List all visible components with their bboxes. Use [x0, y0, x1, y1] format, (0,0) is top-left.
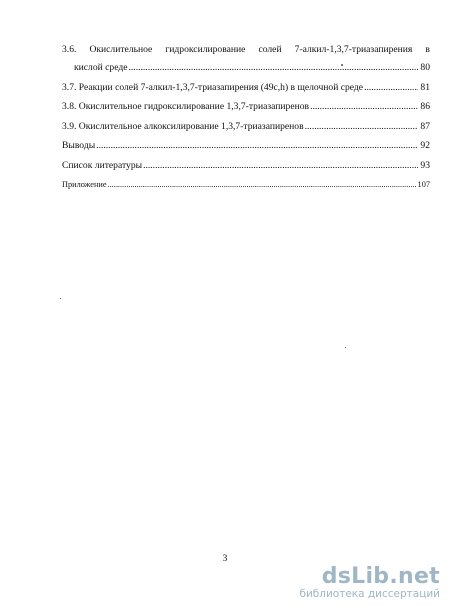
scan-speck: [341, 64, 343, 66]
toc-word: солей: [258, 44, 282, 55]
toc-page-number: 93: [420, 159, 430, 171]
toc-word: 3.6.: [62, 44, 77, 55]
toc-leader-dots: [364, 82, 418, 94]
toc-word: Окислительное: [89, 44, 153, 55]
toc-entry-title: Выводы: [62, 140, 96, 151]
toc-entry-line: [62, 140, 430, 152]
toc-leader-dots: [129, 62, 419, 74]
toc-entry-title: 3.9. Окислительное алкоксилирование 1,3,7-триазапиренов: [62, 120, 304, 132]
toc-entry-line: [62, 179, 430, 191]
table-of-contents: [62, 44, 430, 199]
toc-entry-appendix: [62, 179, 430, 191]
toc-entry-continuation: кислой среде: [74, 62, 128, 73]
toc-entry-line: [62, 101, 430, 113]
scan-speck: [345, 347, 346, 348]
toc-entry-3-8: [62, 101, 430, 113]
toc-entry-conclusions: [62, 140, 430, 152]
toc-entry-line: [62, 121, 430, 133]
watermark-logo: dsLib.net: [321, 564, 440, 589]
toc-entry-continuation-line: [62, 62, 430, 74]
toc-word: 7-алкил-1,3,7-триазапирения: [294, 44, 413, 55]
toc-entry-title-line: [62, 44, 430, 56]
toc-word: в: [425, 44, 430, 55]
toc-page-number: 86: [420, 101, 430, 112]
toc-leader-dots: [305, 121, 419, 133]
toc-entry-references: [62, 160, 430, 172]
watermark-subtitle: библиотека диссертаций: [299, 588, 440, 600]
toc-entry-title: 3.7. Реакции солей 7-алкил-1,3,7-триазапирения (49c,h) в щелочной среде: [62, 81, 364, 93]
toc-entry-line: [62, 82, 430, 94]
toc-page-number: 107: [417, 180, 430, 189]
toc-page-number: 80: [420, 62, 430, 73]
toc-entry-title: Список литературы: [62, 159, 143, 171]
toc-entry-3-9: [62, 121, 430, 133]
toc-entry-3-7: [62, 82, 430, 94]
scan-speck: [60, 298, 61, 299]
watermark: [299, 566, 440, 601]
toc-leader-dots: [143, 160, 418, 172]
toc-page-number: 81: [420, 81, 430, 93]
toc-page-number: 87: [420, 120, 430, 132]
toc-word: гидроксилирование: [165, 44, 246, 55]
toc-entry-line: [62, 160, 430, 172]
toc-entry-3-6: [62, 44, 430, 74]
toc-leader-dots: [310, 101, 418, 113]
toc-entry-title: Приложение: [62, 180, 107, 189]
toc-page-number: 92: [420, 140, 430, 151]
toc-leader-dots: [96, 140, 418, 152]
toc-leader-dots: [108, 179, 416, 191]
page-number: 3: [222, 554, 228, 564]
toc-entry-title: 3.8. Окислительное гидроксилирование 1,3,7-триазапиренов: [62, 101, 310, 112]
